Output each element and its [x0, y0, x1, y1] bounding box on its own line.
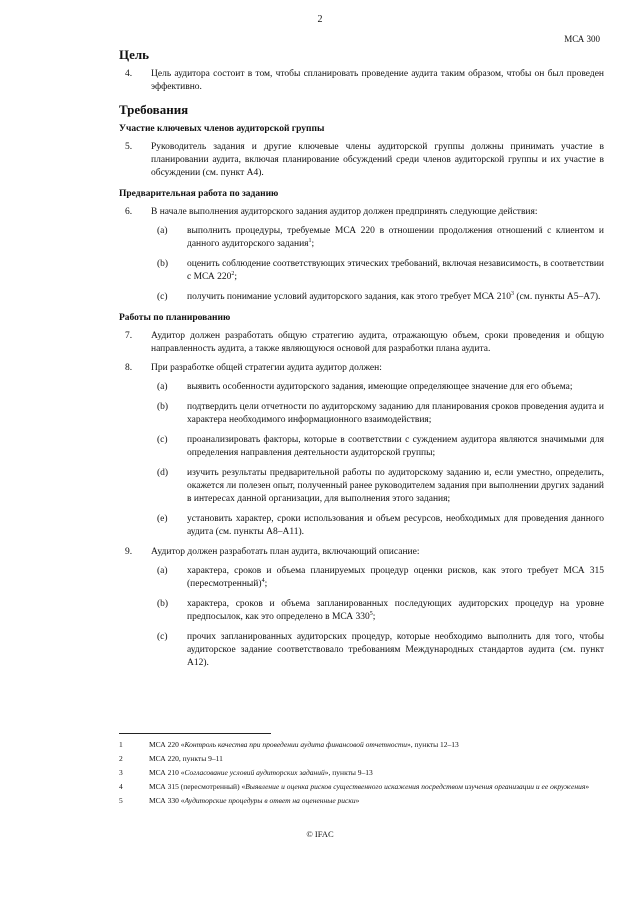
subparagraph-text: характера, сроков и объема запланированных последующих аудиторских процедур на уровне предпосылок, как это определено в МСА 330 — [187, 599, 604, 622]
footnote-suffix: » — [355, 796, 360, 805]
subparagraph-label: (c) — [157, 435, 168, 445]
subparagraph-tail: ; — [372, 612, 376, 622]
subparagraph-label: (e) — [157, 514, 168, 524]
subparagraph-tail: (см. пункты А5–А7). — [514, 292, 601, 302]
main-content — [119, 47, 604, 677]
footnote-ref[interactable]: 4 — [261, 577, 265, 584]
paragraph-text: Аудитор должен разработать план аудита, включающий описание: — [151, 547, 420, 557]
footnote-suffix: » — [585, 782, 590, 791]
subsection-title-planning: Работы по планированию — [119, 313, 231, 323]
footnote-1 — [119, 740, 604, 750]
subparagraph-9a — [157, 565, 604, 591]
subparagraph-text: характера, сроков и объема планируемых процедур оценки рисков, как этого требует МСА 315 (пересмотренный) — [187, 566, 604, 589]
subparagraph-text: выполнить процедуры, требуемые МСА 220 в отношении продолжения отношений с клиентом и данного аудиторского задания — [187, 226, 604, 249]
paragraph-text: В начале выполнения аудиторского задания аудитор должен предпринять следующие действия: — [151, 207, 538, 217]
footnote-number: 4 — [119, 782, 123, 791]
subparagraph-text: подтвердить цели отчетности по аудиторскому заданию для планирования сроков проведения аудита и характера необходимого информационного взаимодействия; — [187, 402, 604, 425]
footnote-ref[interactable]: 5 — [369, 610, 373, 617]
subparagraph-label: (a) — [157, 382, 168, 392]
subparagraph-label: (b) — [157, 259, 169, 269]
subsection-title-preliminary: Предварительная работа по заданию — [119, 189, 279, 199]
subparagraph-tail: ; — [311, 239, 315, 249]
paragraph-text: Цель аудитора состоит в том, чтобы спланировать проведение аудита таким образом, чтобы он был проведен эффективно. — [151, 69, 604, 92]
subparagraph-8b — [157, 401, 604, 427]
subparagraph-tail: ; — [234, 272, 238, 282]
footnote-ref[interactable]: 3 — [511, 290, 515, 297]
paragraph-number: 7. — [125, 331, 133, 341]
subparagraph-tail: ; — [264, 579, 268, 589]
subparagraph-6b — [157, 258, 604, 284]
footnote-number: 5 — [119, 796, 123, 805]
subparagraph-9b — [157, 598, 604, 624]
subparagraph-6c — [157, 291, 604, 304]
subparagraph-label: (d) — [157, 468, 169, 478]
paragraph-7 — [119, 330, 604, 356]
paragraph-text: Руководитель задания и другие ключевые члены аудиторской группы должны принимать участие в планировании аудита, включая планирование обсуждений среди членов аудиторской группы и их участие в обсуждении (см. пункт А4). — [151, 142, 604, 178]
footnote-title: Аудиторские процедуры в ответ на оцененные риски — [184, 796, 356, 805]
footnote-2 — [119, 754, 604, 764]
subparagraph-6a — [157, 225, 604, 251]
footnote-prefix: МСА 220, пункты 9–11 — [149, 754, 223, 763]
page-number: 2 — [317, 14, 323, 25]
footnote-ref[interactable]: 1 — [308, 237, 312, 244]
section-title-requirements: Требования — [119, 102, 189, 117]
footnote-suffix: », пункты 9–13 — [324, 768, 373, 777]
subparagraph-text: установить характер, сроки использования и объем ресурсов, необходимых для проведения данного аудита (см. пункты А8–А11). — [187, 514, 604, 537]
subparagraph-text: получить понимание условий аудиторского задания, как этого требует МСА 210 — [187, 292, 512, 302]
standard-code: МСА 300 — [564, 34, 600, 44]
subparagraph-8d — [157, 467, 604, 506]
footnote-number: 3 — [119, 768, 123, 777]
footnote-title: Выявление и оценка рисков существенного искажения посредством изучения организации и ее окружения — [245, 782, 586, 791]
subsection-title-participation: Участие ключевых членов аудиторской группы — [119, 124, 325, 134]
subparagraph-text: оценить соблюдение соответствующих этических требований, включая независимость, в соответствии с МСА 220 — [187, 259, 604, 282]
footnote-title: Контроль качества при проведении аудита финансовой отчетности — [184, 740, 408, 749]
footnote-4 — [119, 782, 604, 792]
subparagraph-label: (a) — [157, 226, 168, 236]
footnote-ref[interactable]: 2 — [231, 270, 235, 277]
subparagraph-text: выявить особенности аудиторского задания, имеющие определяющее значение для его объема; — [187, 382, 573, 392]
section-title-goal: Цель — [119, 47, 150, 62]
paragraph-number: 8. — [125, 363, 133, 373]
paragraph-number: 6. — [125, 207, 133, 217]
subparagraph-label: (b) — [157, 402, 169, 412]
subparagraph-label: (c) — [157, 292, 168, 302]
footnote-number: 1 — [119, 740, 123, 749]
paragraph-number: 5. — [125, 142, 133, 152]
footnote-prefix: МСА 220 « — [149, 740, 185, 749]
subparagraph-8a — [157, 381, 604, 394]
subparagraph-text: проанализировать факторы, которые в соответствии с суждением аудитора являются значимыми для определения направления деятельности аудиторской группы; — [187, 435, 604, 458]
subparagraph-text: изучить результаты предварительной работы по аудиторскому заданию и, если уместно, определить, окажется ли полезен опыт, полученный ранее руководителем задания при выполнении других заданий в интересах данной организации, для выполнения этого задания; — [187, 468, 604, 504]
footnote-prefix: МСА 330 « — [149, 796, 185, 805]
copyright: © IFAC — [306, 829, 334, 839]
subparagraph-8c — [157, 434, 604, 460]
footnote-3 — [119, 768, 604, 778]
paragraph-6 — [119, 206, 604, 219]
footnote-title: Согласование условий аудиторских заданий — [184, 768, 325, 777]
footnote-suffix: », пункты 12–13 — [407, 740, 459, 749]
paragraph-9 — [119, 546, 604, 559]
subparagraph-9c — [157, 631, 604, 670]
subparagraph-label: (b) — [157, 599, 169, 609]
paragraph-text: Аудитор должен разработать общую стратегию аудита, отражающую объем, сроки проведения и общую направленность аудита, а также являющуюся основой для разработки плана аудита. — [151, 331, 604, 354]
paragraph-text: При разработке общей стратегии аудита аудитор должен: — [151, 363, 382, 373]
footnote-prefix: МСА 315 (пересмотренный) « — [149, 782, 246, 791]
paragraph-8 — [119, 362, 604, 375]
paragraph-number: 4. — [125, 69, 133, 79]
footnote-5 — [119, 796, 604, 806]
paragraph-5 — [119, 141, 604, 180]
subparagraph-8e — [157, 513, 604, 539]
subparagraph-label: (a) — [157, 566, 168, 576]
footnote-number: 2 — [119, 754, 123, 763]
footnote-divider — [119, 733, 271, 734]
footnote-prefix: МСА 210 « — [149, 768, 185, 777]
subparagraph-text: прочих запланированных аудиторских процедур, которые необходимо выполнить для того, чтобы аудиторское задание соответствовало требованиям Международных стандартов аудита (см. пункт А12). — [187, 632, 604, 668]
footnotes — [119, 740, 604, 810]
paragraph-number: 9. — [125, 547, 133, 557]
subparagraph-label: (c) — [157, 632, 168, 642]
paragraph-4 — [119, 68, 604, 94]
